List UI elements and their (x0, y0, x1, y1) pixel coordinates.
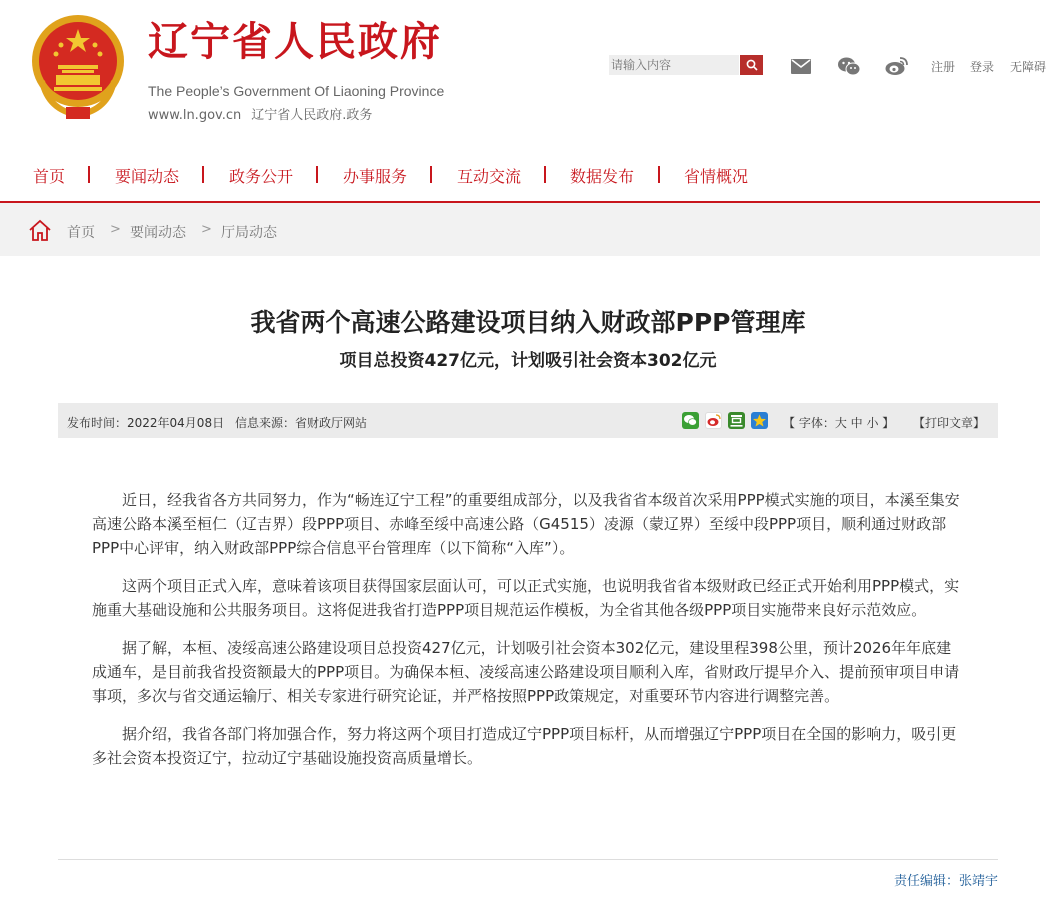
article-title: 我省两个高速公路建设项目纳入财政部PPP管理库 (250, 308, 806, 337)
national-emblem-icon[interactable] (28, 15, 128, 121)
breadcrumb (0, 203, 1040, 256)
register-link[interactable]: 注册 (931, 60, 956, 74)
nav-province-overview[interactable]: 省情概况 (684, 167, 749, 186)
mail-icon[interactable] (791, 59, 811, 74)
article-paragraph: 这两个项目正式入库，意味着该项目获得国家层面认可，可以正式实施，也说明我省省本级财政已经正式开始利用PPP模式，实施重大基础设施和公共服务项目。这将促进我省打造PPP项目规范运作模板，为全省其他各级PPP项目实施带来良好示范效应。 (92, 577, 960, 619)
share-wechat-icon[interactable] (682, 412, 699, 429)
breadcrumb-chevron-icon: > (201, 222, 212, 237)
main-nav (0, 160, 1040, 190)
accessibility-link[interactable]: 无障碍 (1010, 60, 1047, 74)
domain-tag: 辽宁省人民政府.政务 (251, 108, 373, 123)
home-icon[interactable] (28, 218, 52, 242)
site-subtitle: The People’s Government Of Liaoning Province (148, 83, 445, 99)
nav-separator (88, 166, 90, 183)
domain-text: www.ln.gov.cn (148, 108, 242, 123)
nav-data-release[interactable]: 数据发布 (570, 167, 635, 186)
article-divider (58, 859, 998, 860)
site-domain (148, 104, 372, 123)
nav-home[interactable]: 首页 (33, 167, 66, 186)
site-title: 辽宁省人民政府 (148, 18, 442, 65)
article-paragraph: 据介绍，我省各部门将加强合作，努力将这两个项目打造成辽宁PPP项目标杆，从而增强辽宁PPP项目在全国的影响力，吸引更多社会资本投资辽宁，拉动辽宁基础设施投资高质量增长。 (92, 725, 957, 767)
nav-separator (430, 166, 432, 183)
nav-services[interactable]: 办事服务 (343, 167, 408, 186)
nav-interaction[interactable]: 互动交流 (457, 167, 522, 186)
site-header (0, 0, 1047, 138)
article-meta-bar (58, 403, 998, 438)
share-qzone-icon[interactable] (751, 412, 768, 429)
share-weibo-icon[interactable] (705, 412, 722, 429)
info-source: 信息来源：省财政厅网站 (235, 416, 368, 430)
breadcrumb-department-news[interactable]: 厅局动态 (221, 225, 277, 241)
nav-separator (544, 166, 546, 183)
search-icon (746, 59, 758, 71)
nav-separator (316, 166, 318, 183)
search-button[interactable] (740, 55, 763, 75)
print-article-button[interactable]: 【打印文章】 (913, 416, 986, 430)
article-paragraph: 据了解，本桓、凌绥高速公路建设项目总投资427亿元，计划吸引社会资本302亿元，建设里程398公里，预计2026年年底建成通车，是目前我省投资额最大的PPP项目。为确保本桓、凌绥高速公路建设项目顺利入库，省财政厅提早介入、提前预审项目申请事项，多次与省交通运输厅、相关专家进行研究论证，并严格按照PPP政策规定，对重要环节内容进行调整完善。 (92, 639, 960, 705)
nav-separator (658, 166, 660, 183)
login-link[interactable]: 登录 (970, 60, 995, 74)
font-size-control[interactable]: 【 字体：大 中 小 】 (783, 416, 895, 430)
article-subtitle: 项目总投资427亿元，计划吸引社会资本302亿元 (339, 351, 717, 371)
breadcrumb-home[interactable]: 首页 (67, 225, 95, 241)
responsible-editor: 责任编辑：张靖宇 (893, 874, 998, 889)
breadcrumb-chevron-icon: > (110, 222, 121, 237)
nav-government-affairs[interactable]: 政务公开 (229, 167, 294, 186)
article-body (92, 488, 962, 784)
nav-separator (202, 166, 204, 183)
article-paragraph: 近日，经我省各方共同努力，作为“畅连辽宁工程”的重要组成部分，以及我省省本级首次采用PPP模式实施的项目，本溪至集安高速公路本溪至桓仁（辽吉界）段PPP项目、赤峰至绥中高速公路（G4515）凌源（蒙辽界）至绥中段PPP项目，顺利通过财政部PPP中心评审，纳入财政部PPP综合信息平台管理库（以下简称“入库”）。 (92, 491, 960, 557)
weibo-icon[interactable] (885, 56, 908, 76)
nav-news[interactable]: 要闻动态 (115, 167, 180, 186)
wechat-icon[interactable] (838, 57, 860, 76)
breadcrumb-news[interactable]: 要闻动态 (130, 225, 186, 241)
share-douban-icon[interactable] (728, 412, 745, 429)
search-input[interactable] (609, 55, 739, 75)
publish-time: 发布时间：2022年04月08日 (67, 416, 225, 430)
search-box (609, 55, 763, 75)
